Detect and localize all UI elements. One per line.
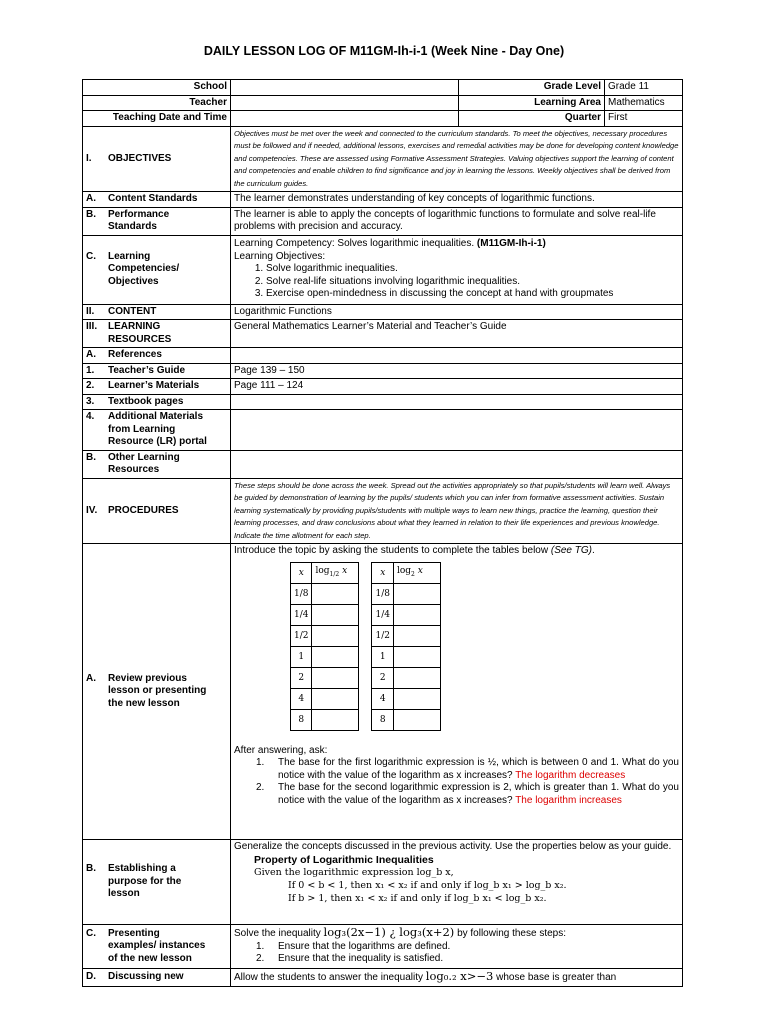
content-row [83,304,683,320]
table-row [372,583,440,604]
header-row-school [83,80,683,96]
competencies-label: Learning Competencies/ Objectives [108,250,180,287]
discussing-value [231,969,683,987]
learners-materials-num: 2. [86,380,95,391]
x-header: x [372,562,393,583]
x-value: 1/4 [291,604,312,625]
x-value: 4 [291,688,312,709]
table-row [291,667,359,688]
references-label: References [108,349,162,360]
additional-num: 4. [86,411,95,422]
x-value: 2 [372,667,393,688]
area-value: Mathematics [605,95,683,111]
table-row [291,709,359,730]
presenting-num: C. [86,927,96,939]
table-row [372,646,440,667]
purpose-row [83,840,683,925]
objectives-list [234,263,679,301]
resources-row [83,320,683,348]
table-row [372,604,440,625]
content-standards-value: The learner demonstrates understanding of key concepts of logarithmic functions. [231,192,683,208]
question-item [256,757,679,782]
question-num: 1. [256,757,265,768]
review-label: Review previous lesson or presenting the new lesson [108,672,207,709]
x-value: 4 [372,688,393,709]
log-value-cell [312,646,359,667]
date-value [231,111,459,127]
table-row [291,583,359,604]
procedures-note: These steps should be done across the week. Spread out the activities appropriately so that pupils/students will learn well. Always be guided by demonstration of learning by the pupils/ students which you can infer from formative assessment activities. Sustain learning systematically by providing pupils/students with multiple ways to learn new things, practice the learning, question their learning processes, and draw conclusions about what they learned in relation to their life experiences and previous knowledge. Indicate the time allotment for each step. [231,478,683,544]
quarter-value: First [605,111,683,127]
log-value-cell [312,583,359,604]
other-resources-row [83,450,683,478]
learners-materials-value: Page 111 – 124 [231,379,683,395]
log-two-table [371,562,440,731]
review-value [231,544,683,840]
table-row [291,604,359,625]
purpose-num: B. [86,863,96,875]
textbook-num: 3. [86,395,95,407]
x-value: 1/4 [372,604,393,625]
textbook-value [231,394,683,410]
teacher-label: Teacher [83,95,231,111]
step-text: Ensure that the logarithms are defined. [278,940,451,952]
other-value [231,450,683,478]
competencies-row [83,235,683,304]
presenting-row [83,925,683,969]
x-value: 1/8 [291,583,312,604]
x-value: 1 [291,646,312,667]
step-num: 2. [256,953,265,964]
property-title: Property of Logarithmic Inequalities [254,853,434,866]
property-line-2: If 0 < b < 1, then x₁ < x₂ if and only if log_b x₁ > log_b x₂. [288,880,567,891]
property-line-1: Given the logarithmic expression log_b x, [254,867,454,878]
table-row [291,688,359,709]
review-intro-ref: (See TG) [550,545,592,556]
references-num: A. [86,349,96,360]
competency-text: Learning Competency: Solves logarithmic inequalities. [234,238,475,250]
question-item [256,782,679,807]
discussing-label: Discussing new [108,971,184,982]
x-value: 1/2 [291,625,312,646]
log-value-cell [312,667,359,688]
x-header: x [291,562,312,583]
references-value [231,348,683,364]
question-num: 2. [256,782,265,793]
x-value: 2 [291,667,312,688]
purpose-label: Establishing a purpose for the lesson [108,863,182,900]
list-item: 3. Exercise open-mindedness in discussing the concept at hand with groupmates [266,288,679,301]
log-value-cell [393,688,440,709]
additional-label: Additional Materials from Learning Resource (LR) portal [108,411,207,447]
quarter-label: Quarter [459,111,605,127]
log-value-cell [312,625,359,646]
presenting-inequality: log₃(2x−1) ¿ log₃(x+2) [323,925,455,939]
content-standards-num: A. [86,193,96,204]
lesson-log-table [82,79,683,987]
discussing-num: D. [86,971,96,982]
teachers-guide-row [83,363,683,379]
objectives-note: Objectives must be met over the week and connected to the curriculum standards. To meet the objectives, necessary procedures must be followed and if needed, additional lessons, exercises and remedial activities may be done for developing content knowledge and competencies. These are assessed using Formative Assessment Strategies. Valuing objectives support the learning of content and competencies and enable children to find significance and joy in learning the lessons. Weekly objectives shall be derived from the curriculum guides. [231,126,683,192]
textbook-row [83,394,683,410]
question-text: The base for the first logarithmic expression is ½, which is between 0 and 1. What do you notice with the value of the logarithm as x increases? [278,757,679,781]
x-value: 8 [372,709,393,730]
log-base: 2 [411,570,415,578]
after-answering: After answering, ask: [234,744,328,756]
presenting-label: Presenting examples/ instances of the new lesson [108,927,206,964]
school-label: School [83,80,231,96]
teachers-guide-num: 1. [86,364,95,376]
performance-standards-value: The learner is able to apply the concepts of logarithmic functions to formulate and solve real-life problems with precision and accuracy. [231,207,683,235]
log-tables [290,562,679,731]
log-value-cell [393,667,440,688]
competencies-value [231,235,683,304]
question-text: The base for the second logarithmic expression is 2, which is greater than 1. What do you notice with the value of the logarithm as x increases? [278,782,679,806]
content-standards-row [83,192,683,208]
table-row [372,688,440,709]
additional-value [231,410,683,451]
page-title: DAILY LESSON LOG OF M11GM-Ih-i-1 (Week Nine - Day One) [203,44,565,58]
resources-label: LEARNING RESOURCES [108,321,172,345]
question-answer: The logarithm decreases [515,769,626,781]
step-num: 1. [256,940,265,952]
x-value: 1/2 [372,625,393,646]
x-value: 1/8 [372,583,393,604]
log-value-cell [393,646,440,667]
grade-value: Grade 11 [605,80,683,96]
other-label: Other Learning Resources [108,451,180,475]
log-value-cell [393,709,440,730]
teacher-value [231,95,459,111]
procedures-label: PROCEDURES [108,504,179,516]
purpose-value [231,840,683,925]
review-intro: Introduce the topic by asking the students to complete the tables below [234,545,549,556]
grade-label: Grade Level [459,80,605,96]
log-header: $\log_{1/2} x$ [312,562,359,583]
competencies-num: C. [86,250,96,262]
log-value-cell [312,688,359,709]
question-answer: The logarithm increases [515,794,622,806]
log-base: 1/2 [329,570,340,578]
x-value: 1 [372,646,393,667]
header-row-date [83,111,683,127]
references-row [83,348,683,364]
content-standards-label: Content Standards [108,193,198,204]
presenting-text: Solve the inequality [234,928,321,939]
log-text: log [315,565,330,576]
review-questions [234,757,679,807]
resources-value: General Mathematics Learner’s Material and Teacher’s Guide [231,320,683,348]
table-row [291,625,359,646]
additional-row [83,410,683,451]
teachers-guide-value: Page 139 – 150 [231,363,683,379]
header-row-teacher [83,95,683,111]
log-text: log [396,565,412,576]
log-header: $\log_2 x$ [393,562,440,583]
presenting-text-post: by following these steps: [457,928,567,939]
school-value [231,80,459,96]
objectives-label: OBJECTIVES [108,152,172,164]
table-row [372,667,440,688]
content-num: II. [86,305,95,317]
discussing-inequality: log₀.₂ x>−3 [425,969,494,983]
other-num: B. [86,451,96,463]
review-row [83,544,683,840]
resources-num: III. [86,321,98,332]
area-label: Learning Area [459,95,605,111]
review-num: A. [86,672,96,684]
competency-code: (M11GM-Ih-i-1) [476,238,546,250]
list-item: 1. Solve logarithmic inequalities. [266,263,679,276]
objectives-label-text: Learning Objectives: [234,250,326,262]
review-intro-end: . [592,545,595,556]
performance-standards-num: B. [86,208,96,220]
step-text: Ensure that the inequality is satisfied. [278,953,444,964]
log-value-cell [312,604,359,625]
learners-materials-label: Learner’s Materials [108,380,200,391]
table-row [372,709,440,730]
log-value-cell [312,709,359,730]
log-value-cell [393,625,440,646]
property-line-3: If b > 1, then x₁ < x₂ if and only if log_b x₁ < log_b x₂. [288,893,547,904]
procedures-row [83,478,683,544]
x-value: 8 [291,709,312,730]
table-row [291,646,359,667]
date-label: Teaching Date and Time [83,111,231,127]
procedures-num: IV. [86,504,98,516]
discussing-text-post: whose base is greater than [496,972,617,983]
objectives-row [83,126,683,192]
content-value: Logarithmic Functions [231,304,683,320]
table-row [372,625,440,646]
purpose-text: Generalize the concepts discussed in the previous activity. Use the properties below as your guide. [234,841,672,852]
performance-standards-row [83,207,683,235]
presenting-value [231,925,683,969]
learners-materials-row [83,379,683,395]
content-label: CONTENT [108,305,157,317]
log-value-cell [393,583,440,604]
list-item: 2. Solve real-life situations involving logarithmic inequalities. [266,276,679,289]
log-value-cell [393,604,440,625]
discussing-row [83,969,683,987]
textbook-label: Textbook pages [108,395,184,407]
teachers-guide-label: Teacher’s Guide [108,364,186,376]
objectives-num: I. [86,152,92,164]
log-half-table [290,562,359,731]
performance-standards-label: Performance Standards [108,208,170,232]
discussing-text: Allow the students to answer the inequality [234,972,423,983]
